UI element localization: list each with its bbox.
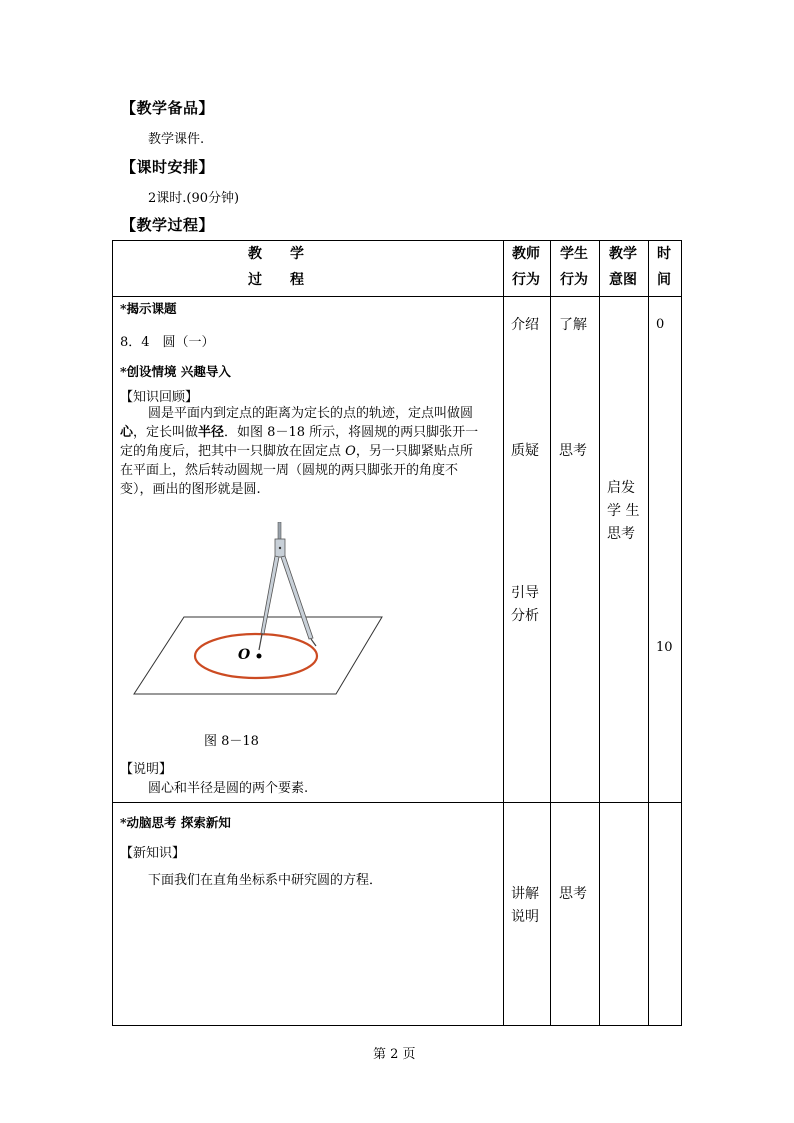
newknow-text: 下面我们在直角坐标系中研究圆的方程．: [148, 873, 383, 888]
col-divider-3: [599, 240, 600, 1026]
review-line-5: 变），画出的图形就是圆.: [120, 482, 261, 497]
student-action-think: 思考: [559, 443, 587, 459]
header-teacher-line2: 行为: [512, 272, 540, 288]
compass-circle-figure: [130, 522, 390, 702]
review-line-3: [120, 442, 473, 461]
center-point: [257, 654, 262, 659]
table-bottom-border: [112, 1025, 682, 1026]
time-start: 0: [656, 317, 665, 332]
review-line-2: [120, 423, 478, 442]
intent-inspire: 启发: [607, 480, 635, 496]
review-line-4: 在平面上，然后转动圆规一周（圆规的两只脚张开的角度不: [120, 463, 459, 478]
term-radius: 半径: [198, 425, 225, 440]
schedule-body: 2课时.(90分钟): [148, 191, 240, 206]
note-label: 【说明】: [120, 762, 173, 777]
review-line-2-d: ．如图 8－18 所示，将圆规的两只脚张开一: [224, 425, 479, 440]
col-divider-2: [550, 240, 551, 1026]
page-number: 第 2 页: [373, 1047, 416, 1062]
header-process-line2: 过 程: [248, 272, 304, 288]
header-student-line2: 行为: [560, 272, 588, 288]
compass-handle: [278, 522, 281, 540]
newknow-label: 【新知识】: [120, 846, 186, 861]
table-left-border: [112, 240, 113, 1026]
process-heading: 【教学过程】: [121, 216, 215, 234]
header-intent-line1: 教学: [609, 246, 637, 262]
header-student-line1: 学生: [560, 246, 588, 262]
topic-title: 8．4 圆（一）: [120, 335, 215, 350]
row-divider: [112, 802, 682, 803]
topic-label: *揭示课题: [120, 301, 177, 316]
header-process-line1: 教 学: [248, 246, 304, 262]
figure-caption: 图 8－18: [204, 734, 259, 749]
review-label: 【知识回顾】: [120, 390, 199, 405]
review-line-2-b: ，定长叫做: [133, 425, 199, 440]
header-teacher-line1: 教师: [512, 246, 540, 262]
header-time-line2: 间: [657, 272, 671, 288]
prep-heading: 【教学备品】: [121, 99, 215, 117]
prep-body: 教学课件.: [148, 132, 205, 147]
student-action-understand: 了解: [559, 317, 587, 333]
table-top-border: [112, 240, 682, 241]
teacher-action-analyze: 分析: [511, 608, 539, 624]
review-line-3-a: 定的角度后，把其中一只脚放在固定点: [120, 444, 346, 459]
review-line-3-b: ，另一只脚紧贴点所: [355, 444, 473, 459]
col-divider-1: [503, 240, 504, 1026]
note-text: 圆心和半径是圆的两个要素.: [148, 781, 309, 796]
term-center: 心: [120, 425, 134, 440]
scenario-label: *创设情境 兴趣导入: [120, 364, 231, 379]
teacher-action-intro: 介绍: [511, 317, 539, 333]
header-divider: [112, 296, 682, 297]
time-ten: 10: [656, 640, 673, 655]
schedule-heading: 【课时安排】: [121, 158, 215, 176]
col-divider-4: [648, 240, 649, 1026]
row2-topic-label: *动脑思考 探索新知: [120, 815, 231, 830]
header-time-line1: 时: [657, 246, 671, 262]
teacher-action-illustrate: 说明: [511, 909, 539, 925]
table-right-border: [681, 240, 682, 1026]
point-o-inline: O: [345, 444, 356, 459]
intent-think: 思考: [607, 526, 635, 542]
review-line-1: 圆是平面内到定点的距离为定长的点的轨迹，定点叫做圆: [148, 406, 474, 421]
intent-students: 学 生: [607, 503, 640, 519]
compass-hinge-icon: [279, 547, 281, 549]
center-label: O: [238, 647, 251, 663]
student-action-think-2: 思考: [559, 886, 587, 902]
header-intent-line2: 意图: [609, 272, 637, 288]
teacher-action-question: 质疑: [511, 443, 539, 459]
teacher-action-guide: 引导: [511, 585, 539, 601]
teacher-action-explain: 讲解: [511, 886, 539, 902]
